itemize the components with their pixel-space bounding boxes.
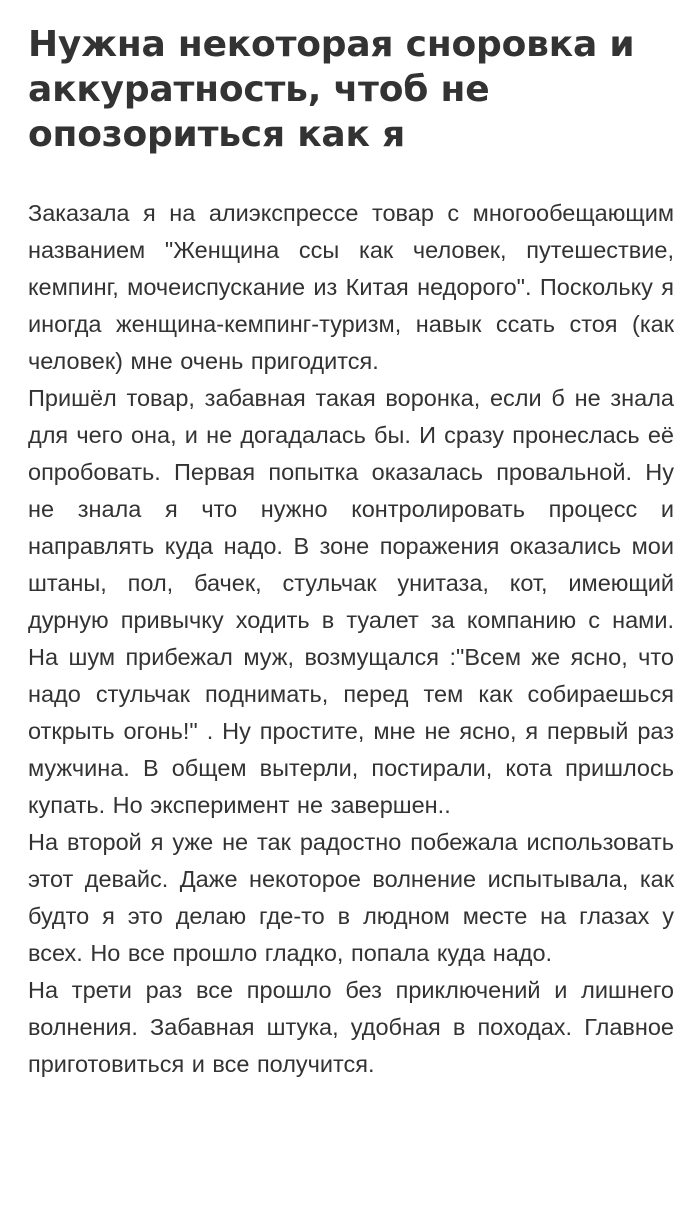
article-body (28, 195, 674, 1083)
article (28, 22, 674, 1083)
article-title: Нужна некоторая сноровка и аккуратность, чтоб не опозориться как я (28, 24, 635, 155)
article-paragraph: Пришёл товар, забавная такая воронка, если б не знала для чего она, и не догадалась бы. И сразу пронеслась её опробовать. Первая попытка оказалась провальной. Ну не знала я что нужно контролировать процесс и направлять куда надо. В зоне поражения оказались мои штаны, пол, бачек, стульчак унитаза, кот, имеющий дурную привычку ходить в туалет за компанию с нами. На шум прибежал муж, возмущался :"Всем же ясно, что надо стульчак поднимать, перед тем как собираешься открыть огонь!" . Ну простите, мне не ясно, я первый раз мужчина. В общем вытерли, постирали, кота пришлось купать. Но эксперимент не завершен.. (28, 385, 674, 818)
article-paragraph: Заказала я на алиэкспрессе товар с многообещающим названием "Женщина ссы как человек, путешествие, кемпинг, мочеиспускание из Китая недорого". Поскольку я иногда женщина-кемпинг-туризм, навык ссать стоя (как человек) мне очень пригодится. (28, 200, 674, 374)
article-paragraph: На трети раз все прошло без приключений и лишнего волнения. Забавная штука, удобная в походах. Главное приготовиться и все получится. (28, 977, 674, 1077)
article-paragraph: На второй я уже не так радостно побежала использовать этот девайс. Даже некоторое волнение испытывала, как будто я это делаю где-то в людном месте на глазах у всех. Но все прошло гладко, попала куда надо. (28, 829, 674, 966)
